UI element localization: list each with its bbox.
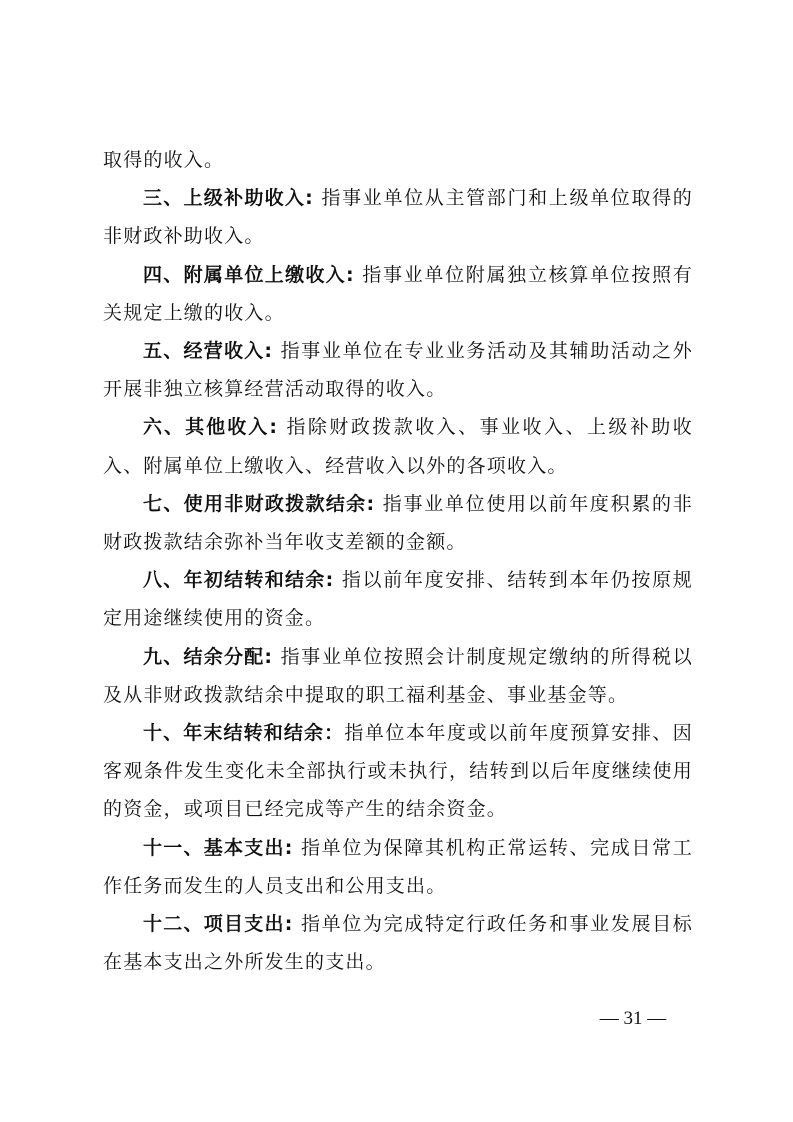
term-definition: 指事业单位从主管部门和上级单位取得的非财政补助收入。 <box>103 187 693 248</box>
definition-paragraph <box>103 179 693 255</box>
term-definition: 指以前年度安排、结转到本年仍按原规定用途继续使用的资金。 <box>103 569 693 630</box>
term-heading: 十、年末结转和结余 <box>143 722 325 745</box>
term-heading: 九、结余分配 <box>143 645 265 668</box>
definition-paragraph <box>103 561 693 637</box>
definition-paragraph <box>103 714 693 829</box>
term-definition: 指除财政拨款收入、事业收入、上级补助收入、附属单位上缴收入、经营收入以外的各项收入。 <box>103 416 693 477</box>
definition-paragraph <box>103 408 693 484</box>
term-separator: : <box>305 187 322 210</box>
term-definition: 指单位本年度或以前年度预算安排、因客观条件发生变化未全部执行或未执行，结转到以后年度继续使用的资金，或项目已经完成等产生的结余资金。 <box>103 722 693 821</box>
page-number: — 31 — <box>599 1008 667 1029</box>
term-heading: 十一、基本支出 <box>143 836 285 859</box>
term-definition: 指事业单位在专业业务活动及其辅助活动之外开展非独立核算经营活动取得的收入。 <box>103 340 693 401</box>
definition-paragraph <box>103 256 693 332</box>
definition-paragraph <box>103 905 693 981</box>
term-definition: 指事业单位附属独立核算单位按照有关规定上缴的收入。 <box>103 263 693 324</box>
definition-paragraph <box>103 332 693 408</box>
term-separator: ： <box>324 722 345 745</box>
term-heading: 五、经营收入 <box>143 340 265 363</box>
term-separator: : <box>345 263 363 286</box>
term-heading: 十二、项目支出 <box>143 913 285 936</box>
term-separator: : <box>269 416 287 439</box>
term-separator: : <box>284 913 302 936</box>
term-heading: 七、使用非财政拨款结余 <box>143 492 367 515</box>
term-definition: 指事业单位按照会计制度规定缴纳的所得税以及从非财政拨款结余中提取的职工福利基金、事业基金等。 <box>103 645 693 706</box>
definition-paragraph <box>103 638 693 714</box>
body-text <box>103 141 693 981</box>
term-heading: 八、年初结转和结余 <box>143 569 326 592</box>
term-separator: : <box>264 645 281 668</box>
term-separator: : <box>325 569 342 592</box>
term-definition: 指事业单位使用以前年度积累的非财政拨款结余弥补当年收支差额的金额。 <box>103 492 693 554</box>
term-definition: 指单位为保障其机构正常运转、完成日常工作任务而发生的人员支出和公用支出。 <box>103 836 693 897</box>
term-heading: 六、其他收入 <box>143 416 270 439</box>
term-heading: 四、附属单位上缴收入 <box>143 263 346 286</box>
term-separator: : <box>366 492 383 515</box>
definition-paragraph <box>103 485 693 561</box>
term-separator: : <box>284 836 302 859</box>
term-heading: 三、上级补助收入 <box>143 187 306 210</box>
definition-paragraph <box>103 829 693 905</box>
term-separator: : <box>264 340 281 363</box>
term-definition: 指单位为完成特定行政任务和事业发展目标在基本支出之外所发生的支出。 <box>103 913 693 974</box>
continuation-paragraph: 取得的收入。 <box>103 149 225 171</box>
